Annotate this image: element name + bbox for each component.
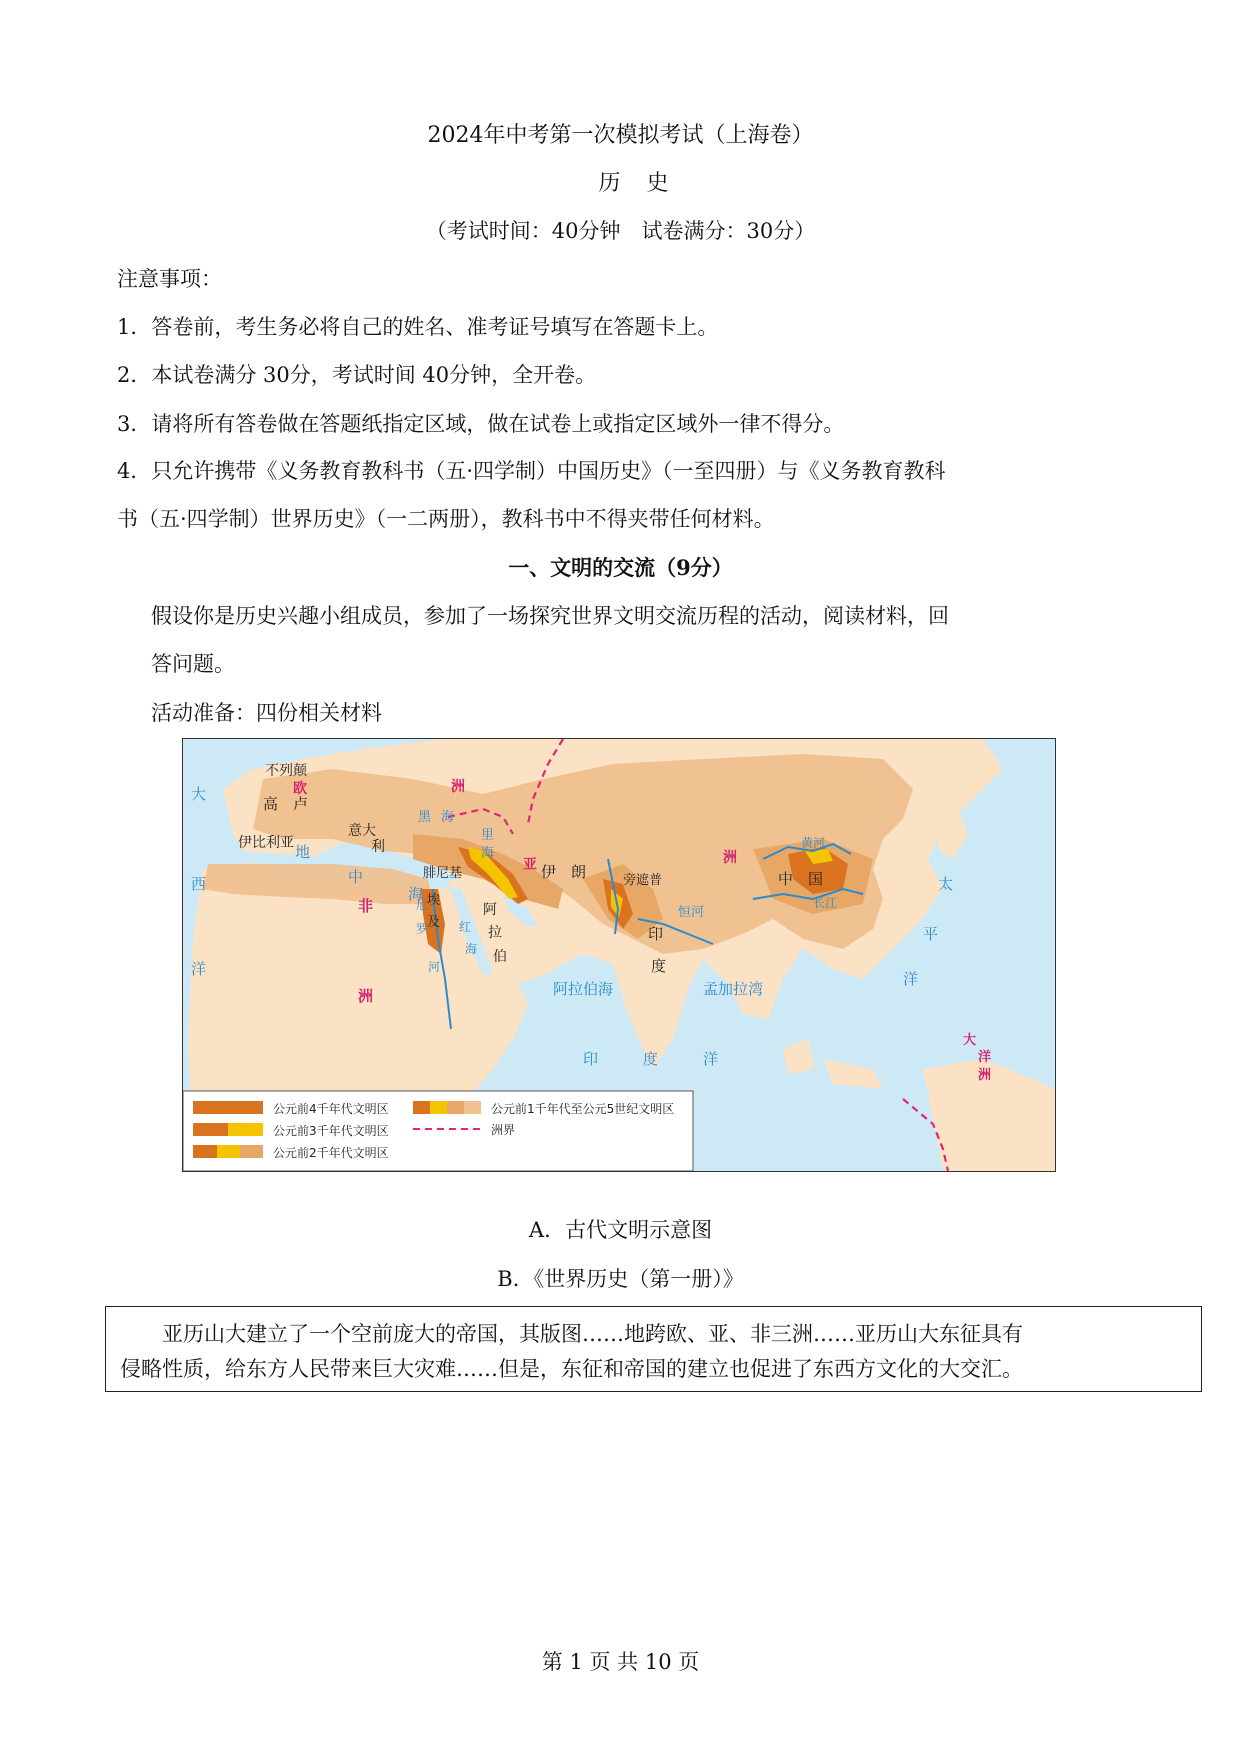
map-label-africa: 非 <box>358 897 374 915</box>
map-label-india: 度 <box>651 957 667 975</box>
map-label-pacific: 平 <box>923 925 939 943</box>
note-item: 书（五·四学制）世界历史》（一二两册），教科书中不得夹带任何材料。 <box>117 507 775 531</box>
map-label-asia: 亚 <box>523 857 537 873</box>
map-label-indian-ocean: 印 <box>583 1050 599 1068</box>
map-label-egypt: 埃 <box>427 893 441 908</box>
map-label-ganges: 恒河 <box>678 905 705 920</box>
legend-label: 洲界 <box>491 1123 516 1137</box>
map-label-mediterranean: 中 <box>348 868 364 886</box>
map-label-egypt: 及 <box>427 915 441 930</box>
map-label-nile: 河 <box>428 960 441 974</box>
legend-swatch-3rd <box>193 1123 228 1136</box>
map-label-punjab: 旁遮普 <box>623 873 663 888</box>
subject-title: 历史 <box>598 171 695 196</box>
map-label-red-sea: 海 <box>465 942 478 956</box>
map-label-red-sea: 红 <box>459 920 472 934</box>
map-label-nile: 罗 <box>416 922 429 936</box>
page-footer: 第 1 页 共 10 页 <box>541 1650 700 1674</box>
note-item: 4．只允许携带《义务教育教科书（五·四学制）中国历史》（一至四册）与《义务教育教科 <box>117 459 946 483</box>
legend-swatch-1st <box>464 1101 481 1114</box>
map-label-yangtze: 长江 <box>813 896 838 910</box>
exam-title: 2024年中考第一次模拟考试（上海卷） <box>427 123 814 148</box>
map-label-arabia: 伯 <box>493 949 507 965</box>
map-label-iberia: 伊比利亚 <box>238 835 294 851</box>
note-item: 3．请将所有答卷做在答题纸指定区域，做在试卷上或指定区域外一律不得分。 <box>117 412 845 436</box>
map-label-yellow-river: 黄河 <box>801 836 826 850</box>
map-label-oceania: 大 <box>963 1033 977 1048</box>
map-label-gaul: 高 卢 <box>263 795 309 813</box>
map-label-atlantic: 大 <box>191 785 207 803</box>
ancient-civilization-map <box>182 738 1056 1172</box>
quote-line: 侵略性质，给东方人民带来巨大灾难……但是，东征和帝国的建立也促进了东西方文化的大交汇。 <box>120 1357 1023 1381</box>
map-label-bay-bengal: 孟加拉湾 <box>703 980 764 998</box>
map-label-nile: 尼 <box>416 898 429 912</box>
map-label-mediterranean: 地 <box>295 843 311 861</box>
legend-swatch-2nd <box>240 1145 263 1158</box>
map-label-africa-zhou: 洲 <box>358 987 374 1005</box>
map-label-arabia: 阿 <box>483 902 497 918</box>
section-intro: 假设你是历史兴趣小组成员，参加了一场探究世界文明交流历程的活动，阅读材料，回 <box>151 604 949 628</box>
section-title: 一、文明的交流（9分） <box>508 555 733 580</box>
map-label-caspian: 海 <box>481 846 495 861</box>
map-label-italy: 意大 <box>348 823 376 839</box>
exam-info: （考试时间：40分钟 试卷满分：30分） <box>425 219 816 243</box>
map-label-atlantic: 西 <box>191 875 207 893</box>
legend-swatch-4th <box>193 1101 263 1114</box>
figure-caption-a: A．古代文明示意图 <box>528 1218 713 1242</box>
map-svg <box>183 739 1055 1171</box>
map-label-mediterranean: 海 <box>408 885 424 903</box>
legend-label: 公元前1千年代至公元5世纪文明区 <box>491 1102 675 1116</box>
map-label-iran: 伊 朗 <box>541 863 587 881</box>
map-label-black-sea: 海 <box>441 810 455 825</box>
map-label-asia-zhou: 洲 <box>723 850 737 866</box>
map-label-caspian: 里 <box>481 828 495 843</box>
section-intro-cont: 答问题。 <box>151 652 235 676</box>
legend-swatch-2nd <box>193 1145 217 1158</box>
note-item: 1．答卷前，考生务必将自己的姓名、准考证号填写在答题卡上。 <box>117 315 719 339</box>
map-label-atlantic: 洋 <box>191 960 207 978</box>
map-label-europe-zhou: 洲 <box>451 779 465 795</box>
map-label-black-sea: 黑 <box>418 810 432 825</box>
legend-swatch-2nd <box>217 1145 240 1158</box>
map-label-arabia: 拉 <box>488 925 502 941</box>
map-label-pacific: 太 <box>938 875 954 893</box>
quote-box <box>105 1306 1202 1392</box>
legend-label: 公元前3千年代文明区 <box>273 1124 389 1138</box>
map-label-india: 印 <box>648 925 664 943</box>
map-label-italy-2: 利 <box>371 839 385 855</box>
legend-swatch-1st <box>413 1101 430 1114</box>
legend-label: 公元前2千年代文明区 <box>273 1146 389 1160</box>
legend-swatch-3rd <box>228 1123 263 1136</box>
legend-label: 公元前4千年代文明区 <box>273 1102 389 1116</box>
map-label-phoenicia: 腓尼基 <box>423 866 463 881</box>
legend-swatch-1st <box>447 1101 464 1114</box>
activity-prep: 活动准备：四份相关材料 <box>151 701 382 725</box>
map-label-pacific: 洋 <box>903 970 919 988</box>
quote-line: 亚历山大建立了一个空前庞大的帝国，其版图……地跨欧、亚、非三洲……亚历山大东征具有 <box>162 1322 1023 1346</box>
map-label-arabian-sea: 阿拉伯海 <box>553 980 614 998</box>
notes-heading: 注意事项： <box>117 267 222 291</box>
map-label-europe: 欧 <box>293 781 307 797</box>
map-label-indian-ocean: 洋 <box>703 1050 719 1068</box>
map-legend <box>183 1091 693 1171</box>
legend-swatch-1st <box>430 1101 447 1114</box>
map-label-indian-ocean: 度 <box>643 1050 659 1068</box>
map-label-britain: 不列颠 <box>265 763 307 779</box>
map-label-oceania: 洋 <box>978 1050 992 1065</box>
map-label-oceania: 洲 <box>978 1068 992 1083</box>
map-label-china: 中 国 <box>778 870 824 888</box>
note-item: 2．本试卷满分 30分，考试时间 40分钟，全开卷。 <box>117 363 597 387</box>
figure-caption-b: B．《世界历史（第一册）》 <box>497 1267 744 1291</box>
